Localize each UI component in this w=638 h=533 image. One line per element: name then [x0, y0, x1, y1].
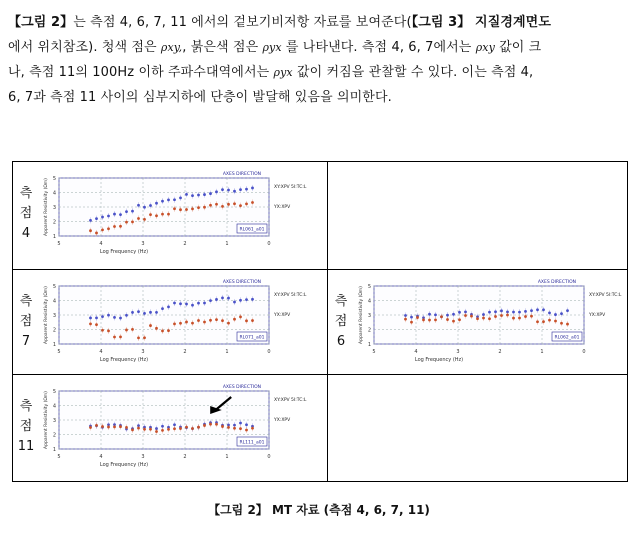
- rho-xy-point: [119, 317, 122, 320]
- rho-yx-point: [203, 424, 206, 427]
- y-tick-label: 1: [52, 342, 56, 348]
- cell-station-4: [13, 162, 328, 270]
- y-tick-label: 4: [367, 298, 371, 305]
- rho-xy-point: [95, 217, 98, 220]
- rho-xy-point: [197, 194, 200, 197]
- y-tick-label: 4: [52, 403, 56, 410]
- rho-yx-point: [185, 321, 188, 324]
- rho-yx-point: [239, 427, 242, 430]
- rho-xy-point: [548, 311, 551, 314]
- rho-yx-point: [554, 320, 557, 323]
- rho-xy-point: [542, 308, 545, 311]
- mt-plot-station-6: [354, 276, 638, 372]
- mt-data-table: [12, 161, 628, 482]
- rho-yx-point: [500, 314, 503, 317]
- rho-xy-point: [221, 297, 224, 300]
- rho-xy-point: [149, 311, 152, 314]
- rho-xy-point: [566, 309, 569, 312]
- x-tick-label: 0: [267, 349, 271, 355]
- rho-yx-point: [101, 228, 104, 231]
- station-tag: RL071_a01: [239, 335, 265, 341]
- rho-xy-point: [161, 307, 164, 310]
- rho-yx-point: [107, 329, 110, 332]
- rho-yx-point: [191, 207, 194, 210]
- rho-yx-point: [119, 425, 122, 428]
- rho-xy-point: [161, 200, 164, 203]
- rho-yx-point: [434, 318, 437, 321]
- rho-xy-point: [233, 190, 236, 193]
- rho-xy-point: [245, 298, 248, 301]
- rho-xy-point: [155, 202, 158, 205]
- rho-yx-point: [89, 322, 92, 325]
- rho-yx-point: [185, 208, 188, 211]
- station-tag: RL061_a01: [239, 227, 265, 233]
- rho-xy-point: [554, 313, 557, 316]
- rho-yx-point: [149, 324, 152, 327]
- rho-xy-point: [107, 314, 110, 317]
- rho-xy-point: [560, 312, 563, 315]
- rho-yx-point: [488, 317, 491, 320]
- rho-yx-point: [125, 221, 128, 224]
- rho-xy-point: [191, 304, 194, 307]
- rho-yx-point: [221, 425, 224, 428]
- rho-yx-point: [149, 213, 152, 216]
- rho-yx-point: [536, 320, 539, 323]
- rho-yx-point: [215, 203, 218, 206]
- y-tick-label: 2: [367, 327, 371, 334]
- rho-xy-point: [500, 309, 503, 312]
- x-tick-label: 3: [141, 241, 145, 247]
- rho-yx-point: [89, 426, 92, 429]
- x-tick-label: 2: [498, 349, 502, 355]
- rho-yx-point: [131, 429, 134, 432]
- x-axis-label: Log Frequency (Hz): [99, 462, 149, 468]
- rho-yx-point: [95, 424, 98, 427]
- rho-yx-point: [239, 204, 242, 207]
- x-tick-label: 4: [99, 241, 103, 247]
- y-tick-label: 5: [367, 284, 371, 290]
- rho-xy-point: [143, 312, 146, 315]
- x-axis-label: Log Frequency (Hz): [99, 357, 149, 363]
- rho-yx-point: [137, 337, 140, 340]
- x-tick-label: 4: [99, 349, 103, 355]
- rho-yx-point: [560, 322, 563, 325]
- rho-yx-point: [566, 323, 569, 326]
- station-label-6: 측 점 6: [334, 294, 348, 349]
- y-tick-label: 1: [52, 234, 56, 240]
- rho-yx-point: [410, 321, 413, 324]
- x-tick-label: 3: [141, 349, 145, 355]
- rho-yx-point: [404, 318, 407, 321]
- rho-yx-point: [173, 323, 176, 326]
- rho-yx-point: [482, 317, 485, 320]
- rho-xy-symbol: ρxy,: [160, 41, 183, 54]
- rho-yx-symbol: ρyx: [262, 41, 282, 54]
- mt-plot-svg: [39, 381, 323, 473]
- x-tick-label: 2: [183, 349, 187, 355]
- rho-yx-point: [251, 201, 254, 204]
- legend-yx: YX:XPV: [274, 418, 291, 423]
- x-tick-label: 5: [57, 454, 61, 460]
- cell-station-11: [13, 375, 328, 482]
- x-tick-label: 0: [267, 241, 271, 247]
- y-axis-label: Apparent Resistivity (Ωm): [44, 391, 49, 449]
- rho-xy-point: [101, 315, 104, 318]
- x-tick-label: 0: [582, 349, 586, 355]
- legend-yx: YX:XPV: [274, 313, 291, 318]
- rho-xy-point: [191, 194, 194, 197]
- rho-yx-point: [167, 428, 170, 431]
- rho-yx-point: [209, 204, 212, 207]
- paragraph-line-1: 【그림 2】는 측점 4, 6, 7, 11 에서의 겉보기비저항 자료를 보여준다(【그림 3】 지질경계면도: [8, 15, 551, 30]
- rho-yx-point: [245, 319, 248, 322]
- legend-yx: YX:XPV: [589, 313, 606, 318]
- axes-direction-label: AXES DIRECTION: [222, 385, 261, 390]
- rho-xy-point: [179, 302, 182, 305]
- mt-plot-station-7: [39, 276, 323, 372]
- rho-xy-point: [185, 303, 188, 306]
- rho-yx-point: [119, 335, 122, 338]
- rho-xy-point: [107, 215, 110, 218]
- rho-yx-point: [530, 315, 533, 318]
- x-axis-label: Log Frequency (Hz): [99, 249, 149, 255]
- rho-xy-point: [446, 314, 449, 317]
- rho-xy-point: [185, 193, 188, 196]
- x-tick-label: 3: [456, 349, 460, 355]
- rho-yx-point: [143, 428, 146, 431]
- rho-xy-point: [173, 198, 176, 201]
- rho-yx-point: [173, 427, 176, 430]
- x-tick-label: 4: [414, 349, 418, 355]
- rho-xy-point: [239, 188, 242, 191]
- x-tick-label: 5: [372, 349, 376, 355]
- y-tick-label: 3: [52, 313, 56, 319]
- rho-xy-point: [251, 187, 254, 190]
- station-tag: RL111_a01: [239, 440, 265, 446]
- rho-xy-point: [95, 317, 98, 320]
- y-tick-label: 1: [367, 342, 371, 348]
- rho-yx-point: [191, 427, 194, 430]
- rho-yx-point: [125, 426, 128, 429]
- rho-yx-point: [179, 322, 182, 325]
- rho-yx-point: [227, 322, 230, 325]
- rho-xy-point: [137, 310, 140, 313]
- rho-yx-point: [119, 225, 122, 228]
- y-axis-label: Apparent Resistivity (Ωm): [44, 286, 49, 344]
- rho-xy-point: [239, 422, 242, 425]
- rho-xy-point: [227, 189, 230, 192]
- station-label-11: 측 점 11: [17, 399, 35, 454]
- axes-direction-label: AXES DIRECTION: [537, 280, 576, 285]
- rho-yx-point: [125, 329, 128, 332]
- rho-xy-point: [179, 196, 182, 199]
- y-tick-label: 4: [52, 298, 56, 305]
- rho-yx-point: [548, 319, 551, 322]
- body-paragraph: [8, 10, 630, 110]
- y-axis-label: Apparent Resistivity (Ωm): [44, 178, 49, 236]
- mt-plot-svg: [354, 276, 638, 368]
- rho-xy-point: [239, 299, 242, 302]
- rho-yx-point: [113, 225, 116, 228]
- rho-yx-point: [113, 425, 116, 428]
- rho-yx-point: [107, 227, 110, 230]
- rho-xy-point: [215, 298, 218, 301]
- rho-yx-point: [155, 214, 158, 217]
- rho-yx-point: [137, 217, 140, 220]
- rho-yx-point: [209, 423, 212, 426]
- rho-yx-point: [95, 323, 98, 326]
- x-tick-label: 2: [183, 454, 187, 460]
- rho-xy-point: [125, 210, 128, 213]
- paragraph-line-3: 나, 측점 11의 100Hz 이하 주파수대역에서는 ρyx 값이 커짐을 관찰할 수 있다. 이는 측점 4,: [8, 65, 534, 80]
- rho-xy-point: [434, 313, 437, 316]
- x-tick-label: 1: [225, 349, 229, 355]
- x-tick-label: 1: [225, 454, 229, 460]
- rho-yx-point: [416, 316, 419, 319]
- rho-yx-point: [149, 428, 152, 431]
- rho-xy-point: [173, 302, 176, 305]
- rho-yx-point: [506, 314, 509, 317]
- mt-plot-station-4: [39, 168, 323, 264]
- rho-yx-point: [458, 318, 461, 321]
- y-tick-label: 1: [52, 447, 56, 453]
- rho-yx-point: [95, 232, 98, 235]
- rho-xy-point: [410, 316, 413, 319]
- rho-yx-point: [251, 319, 254, 322]
- rho-yx-point: [197, 426, 200, 429]
- rho-xy-point: [221, 188, 224, 191]
- rho-yx-point: [440, 315, 443, 318]
- rho-yx-point: [518, 317, 521, 320]
- cell-empty-bottom-right: [328, 375, 628, 482]
- rho-xy-point: [161, 425, 164, 428]
- rho-xy-point: [494, 310, 497, 313]
- rho-yx-point: [185, 426, 188, 429]
- y-tick-label: 5: [52, 389, 56, 395]
- x-tick-label: 1: [540, 349, 544, 355]
- rho-yx-point: [197, 319, 200, 322]
- rho-yx-point: [227, 203, 230, 206]
- rho-xy-point: [233, 301, 236, 304]
- rho-xy-point: [101, 216, 104, 219]
- axes-direction-label: AXES DIRECTION: [222, 280, 261, 285]
- rho-xy-point: [512, 311, 515, 314]
- rho-yx-point: [233, 202, 236, 205]
- y-tick-label: 2: [52, 432, 56, 439]
- x-tick-label: 0: [267, 454, 271, 460]
- rho-yx-point: [452, 320, 455, 323]
- rho-xy-point: [143, 206, 146, 209]
- rho-xy-point: [536, 308, 539, 311]
- rho-xy-point: [131, 311, 134, 314]
- rho-xy-point: [119, 213, 122, 216]
- rho-yx-point: [161, 330, 164, 333]
- rho-yx-point: [131, 220, 134, 223]
- rho-yx-point: [203, 206, 206, 209]
- mt-plot-svg: [39, 276, 323, 368]
- rho-yx-point: [107, 426, 110, 429]
- mt-plot-svg: [39, 168, 323, 260]
- x-tick-label: 5: [57, 241, 61, 247]
- rho-yx-point: [179, 208, 182, 211]
- rho-yx-point: [191, 322, 194, 325]
- rho-xy-point: [428, 313, 431, 316]
- rho-yx-point: [494, 315, 497, 318]
- rho-xy-point: [524, 310, 527, 313]
- mt-plot-station-11: [39, 381, 323, 477]
- rho-yx-point: [422, 319, 425, 322]
- rho-yx-point: [209, 319, 212, 322]
- rho-xy-point: [137, 204, 140, 207]
- rho-yx-point: [251, 427, 254, 430]
- rho-xy-point: [458, 311, 461, 314]
- rho-xy-point: [245, 423, 248, 426]
- rho-yx-point: [215, 318, 218, 321]
- rho-yx-point: [239, 316, 242, 319]
- rho-yx-point: [101, 329, 104, 332]
- rho-xy-point: [113, 316, 116, 319]
- rho-yx-point: [161, 213, 164, 216]
- rho-xy-point: [149, 204, 152, 207]
- x-tick-label: 2: [183, 241, 187, 247]
- rho-yx-point: [470, 315, 473, 318]
- cell-station-6: [328, 270, 628, 375]
- rho-yx-point: [203, 321, 206, 324]
- y-tick-label: 2: [52, 219, 56, 226]
- rho-xy-point: [251, 298, 254, 301]
- rho-xy-point: [209, 299, 212, 302]
- rho-xy-point: [209, 192, 212, 195]
- y-tick-label: 4: [52, 190, 56, 197]
- figure-caption: 【그림 2】 MT 자료 (측점 4, 6, 7, 11): [208, 503, 430, 517]
- rho-xy-point: [197, 302, 200, 305]
- rho-yx-point: [215, 423, 218, 426]
- rho-xy-point: [131, 210, 134, 213]
- rho-yx-point: [446, 318, 449, 321]
- rho-yx-point: [89, 229, 92, 232]
- rho-yx-point: [245, 429, 248, 432]
- x-tick-label: 3: [141, 454, 145, 460]
- station-tag: RL062_a01: [554, 335, 580, 341]
- y-tick-label: 3: [52, 205, 56, 211]
- rho-xy-point: [89, 219, 92, 222]
- rho-xy-point: [215, 190, 218, 193]
- legend-xy: XY:XPV 5I:TC:L: [274, 293, 307, 298]
- rho-xy-point: [518, 311, 521, 314]
- rho-xy-point: [203, 193, 206, 196]
- rho-yx-point: [542, 320, 545, 323]
- paragraph-line-4: 6, 7과 측점 11 사이의 심부지하에 단층이 발달해 있음을 의미한다.: [8, 90, 392, 105]
- y-tick-label: 5: [52, 176, 56, 182]
- rho-yx-point: [143, 336, 146, 339]
- rho-xy-point: [530, 309, 533, 312]
- rho-yx-point: [131, 328, 134, 331]
- rho-yx-point: [476, 317, 479, 320]
- legend-yx: YX:XPV: [274, 205, 291, 210]
- rho-yx-point: [512, 317, 515, 320]
- x-tick-label: 1: [225, 241, 229, 247]
- rho-yx-point: [197, 206, 200, 209]
- rho-xy-point: [125, 314, 128, 317]
- rho-yx-point: [155, 327, 158, 330]
- rho-xy-point: [167, 199, 170, 202]
- rho-yx-point: [233, 318, 236, 321]
- legend-xy: XY:XPV 5I:TC:L: [589, 293, 622, 298]
- rho-xy-point: [89, 317, 92, 320]
- y-tick-label: 3: [52, 418, 56, 424]
- rho-xy-point: [452, 313, 455, 316]
- rho-yx-point: [155, 430, 158, 433]
- y-axis-label: Apparent Resistivity (Ωm): [359, 286, 364, 344]
- rho-yx-point: [101, 425, 104, 428]
- rho-yx-point: [161, 429, 164, 432]
- rho-yx-point: [221, 205, 224, 208]
- rho-yx-point: [524, 315, 527, 318]
- rho-yx-point: [221, 319, 224, 322]
- rho-xy-point: [155, 311, 158, 314]
- station-label-7: 측 점 7: [19, 294, 33, 349]
- x-tick-label: 4: [99, 454, 103, 460]
- rho-xy-point: [488, 311, 491, 314]
- rho-xy-point: [167, 305, 170, 308]
- axes-direction-label: AXES DIRECTION: [222, 172, 261, 177]
- rho-yx-point: [167, 213, 170, 216]
- rho-yx-point: [245, 202, 248, 205]
- rho-xy-point: [203, 302, 206, 305]
- rho-yx-point: [167, 329, 170, 332]
- rho-yx-point: [227, 426, 230, 429]
- rho-yx-point: [143, 218, 146, 221]
- rho-yx-point: [137, 427, 140, 430]
- rho-yx-point: [233, 427, 236, 430]
- paragraph-line-2: 에서 위치참조). 청색 점은 ρxy,, 붉은색 점은 ρyx 를 나타낸다. 측점 4, 6, 7에서는 ρxy 값이 크: [8, 40, 542, 55]
- cell-station-7: [13, 270, 328, 375]
- y-tick-label: 2: [52, 327, 56, 334]
- rho-xy-point: [245, 188, 248, 191]
- rho-yx-point: [464, 314, 467, 317]
- cell-empty-top-right: [328, 162, 628, 270]
- x-tick-label: 5: [57, 349, 61, 355]
- rho-xy-symbol: ρxy: [475, 41, 495, 54]
- y-tick-label: 5: [52, 284, 56, 290]
- rho-xy-point: [113, 213, 116, 216]
- station-label-4: 측 점 4: [19, 186, 33, 241]
- x-axis-label: Log Frequency (Hz): [414, 357, 464, 363]
- rho-yx-point: [173, 207, 176, 210]
- legend-xy: XY:XPV 5I:TC:L: [274, 398, 307, 403]
- legend-xy: XY:XPV 5I:TC:L: [274, 185, 307, 190]
- rho-yx-point: [179, 427, 182, 430]
- rho-yx-symbol: ρyx: [273, 66, 293, 79]
- rho-yx-point: [428, 319, 431, 322]
- y-tick-label: 3: [367, 313, 371, 319]
- rho-xy-point: [227, 297, 230, 300]
- rho-yx-point: [113, 336, 116, 339]
